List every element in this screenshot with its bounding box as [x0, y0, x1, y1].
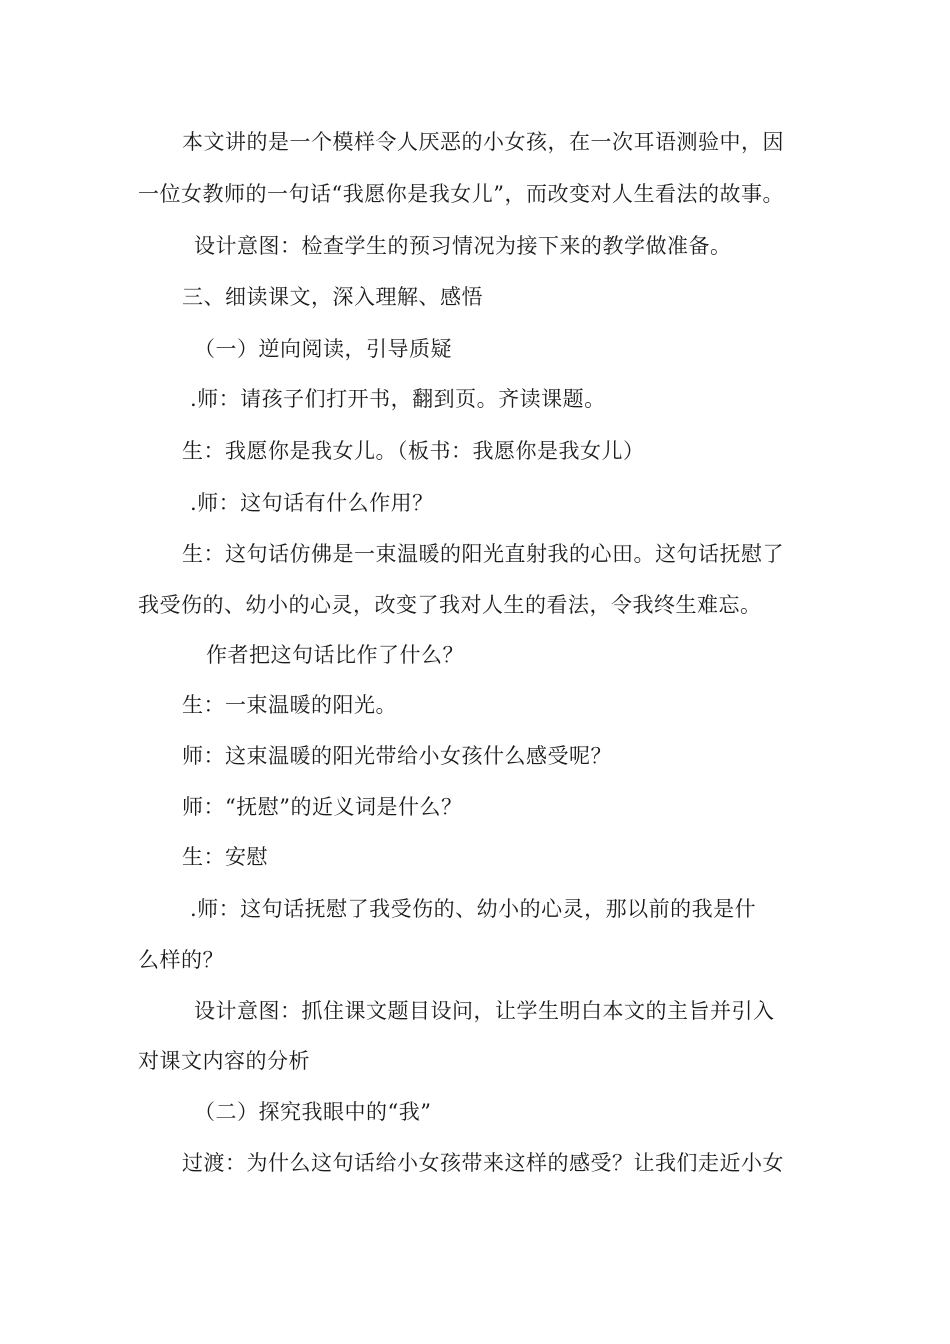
- dialogue-line: .师：这句话抚慰了我受伤的、幼小的心灵，那以前的我是什: [190, 897, 757, 921]
- dialogue-line: 生：我愿你是我女儿。（板书：我愿你是我女儿）: [182, 439, 645, 463]
- dialogue-line: .师：这句话有什么作用？: [190, 491, 434, 515]
- dialogue-line: 师：这束温暖的阳光带给小女孩什么感受呢？: [182, 744, 612, 768]
- design-intent-line: 对课文内容的分析: [138, 1049, 310, 1073]
- design-intent-line: 设计意图：抓住课文题目设问，让学生明白本文的主旨并引入: [194, 999, 775, 1023]
- transition-line: 过渡：为什么这句话给小女孩带来这样的感受？让我们走近小女: [182, 1151, 784, 1175]
- section-heading: 三、细读课文，深入理解、感悟: [182, 285, 483, 309]
- dialogue-line: 生：这句话仿佛是一束温暖的阳光直射我的心田。这句话抚慰了: [182, 542, 784, 566]
- dialogue-line: 生：一束温暖的阳光。: [182, 693, 397, 717]
- design-intent-line: 设计意图：检查学生的预习情况为接下来的教学做准备。: [194, 234, 732, 258]
- dialogue-line: 么样的？: [138, 948, 224, 972]
- dialogue-line: 我受伤的、幼小的心灵，改变了我对人生的看法，令我终生难忘。: [138, 593, 762, 617]
- paragraph-line: 本文讲的是一个模样令人厌恶的小女孩，在一次耳语测验中，因: [182, 130, 784, 154]
- paragraph-line: 一位女教师的一句话“我愿你是我女儿”，而改变对人生看法的故事。: [138, 182, 784, 206]
- dialogue-line: 师：“抚慰”的近义词是什么？: [182, 795, 463, 819]
- dialogue-line: .师：请孩子们打开书，翻到页。齐读课题。: [190, 387, 606, 411]
- subsection-heading: （一）逆向阅读，引导质疑: [194, 337, 452, 361]
- subsection-heading: （二）探究我眼中的“我”: [194, 1100, 432, 1124]
- question-line: 作者把这句话比作了什么？: [206, 643, 464, 667]
- dialogue-line: 生：安慰: [182, 845, 268, 869]
